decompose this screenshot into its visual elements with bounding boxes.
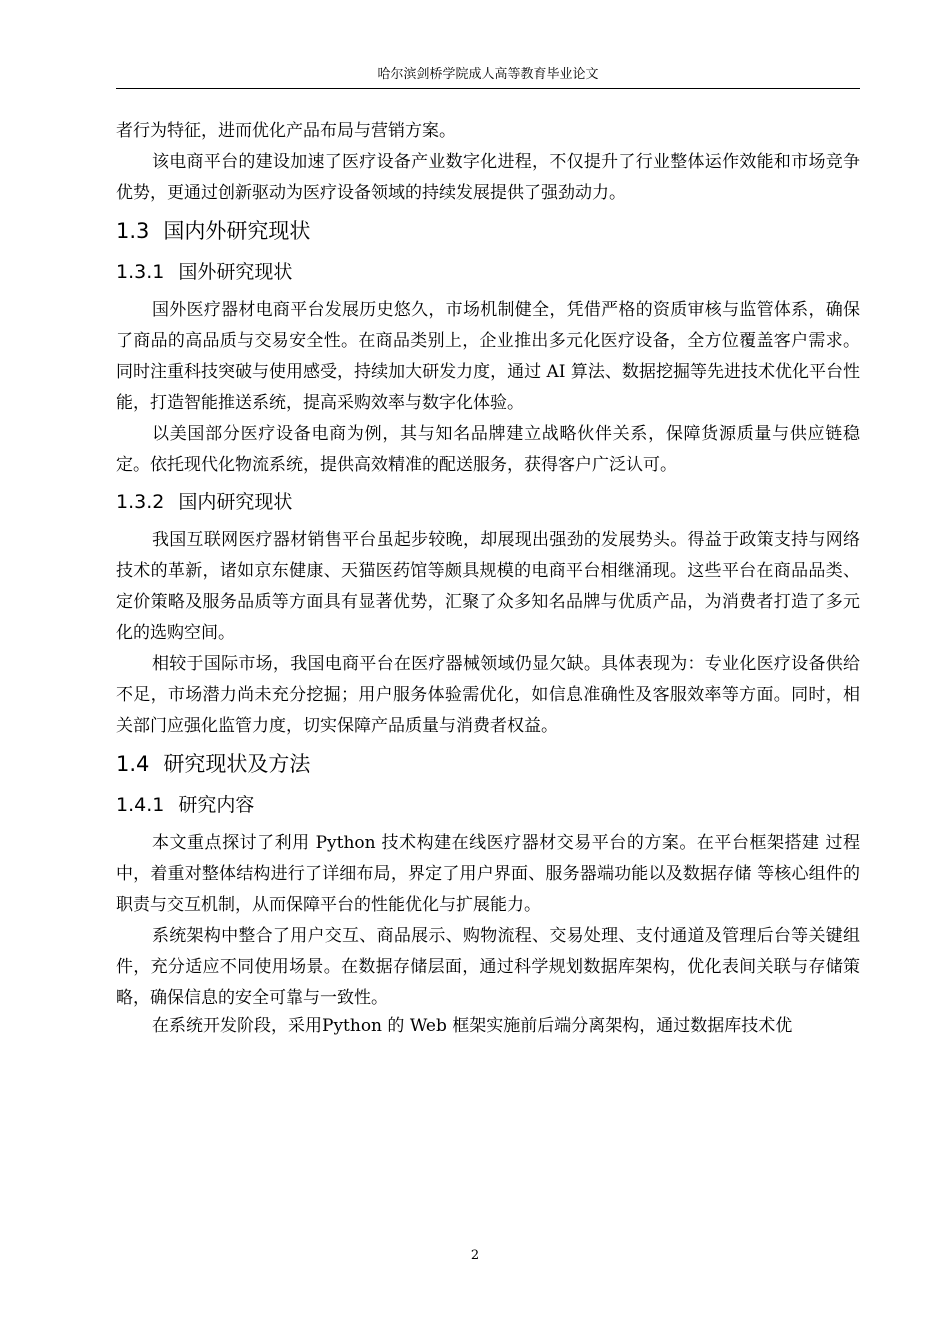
section-heading-1-3 [116,213,860,249]
paragraph: 国外医疗器材电商平台发展历史悠久，市场机制健全，凭借严格的资质审核与监管体系，确保了商品的高品质与交易安全性。在商品类别上，企业推出多元化医疗设备，全方位覆盖客户需求。同时注重科技突破与使用感受，持续加大研发力度，通过 AI 算法、数据挖掘等先进技术优化平台性能，打造智能推送系统，提高采购效率与数字化体验。 [116,300,860,413]
header-rule [116,88,860,89]
section-title: 国内外研究现状 [163,219,311,243]
subsection-heading-1-3-1 [116,255,860,289]
paragraph: 相较于国际市场，我国电商平台在医疗器械领域仍显欠缺。具体表现为：专业化医疗设备供给不足，市场潜力尚未充分挖掘；用户服务体验需优化，如信息准确性及客服效率等方面。同时，相关部门应强化监管力度，切实保障产品质量与消费者权益。 [116,654,860,736]
section-number: 1.3 [116,219,150,243]
section-title: 研究现状及方法 [163,752,311,776]
section-number: 1.4.1 [116,794,165,816]
paragraph: 在系统开发阶段，采用Python 的 Web 框架实施前后端分离架构，通过数据库技术优 [152,1016,793,1036]
paragraph: 本文重点探讨了利用 Python 技术构建在线医疗器材交易平台的方案。在平台框架搭建 过程中，着重对整体结构进行了详细布局，界定了用户界面、服务器端功能以及数据存储 等核心组件的职责与交互机制，从而保障平台的性能优化与扩展能力。 [116,833,860,915]
paragraph: 该电商平台的建设加速了医疗设备产业数字化进程，不仅提升了行业整体运作效能和市场竞争优势，更通过创新驱动为医疗设备领域的持续发展提供了强劲动力。 [116,152,860,203]
section-title: 国内研究现状 [178,491,293,513]
section-title: 国外研究现状 [178,261,293,283]
paragraph-continued: 者行为特征，进而优化产品布局与营销方案。 [116,121,456,141]
section-title: 研究内容 [178,794,255,816]
section-number: 1.3.1 [116,261,165,283]
paragraph: 我国互联网医疗器材销售平台虽起步较晚，却展现出强劲的发展势头。得益于政策支持与网络技术的革新，诸如京东健康、天猫医药馆等颇具规模的电商平台相继涌现。这些平台在商品品类、定价策略及服务品质等方面具有显著优势，汇聚了众多知名品牌与优质产品，为消费者打造了多元化的选购空间。 [116,530,860,643]
subsection-heading-1-4-1 [116,788,860,822]
document-body [116,116,860,1038]
subsection-heading-1-3-2 [116,485,860,519]
section-heading-1-4 [116,746,860,782]
section-number: 1.3.2 [116,491,165,513]
page-number: 2 [470,1248,480,1263]
section-number: 1.4 [116,752,150,776]
paragraph: 以美国部分医疗设备电商为例，其与知名品牌建立战略伙伴关系，保障货源质量与供应链稳定。依托现代化物流系统，提供高效精准的配送服务，获得客户广泛认可。 [116,424,860,475]
running-header: 哈尔滨剑桥学院成人高等教育毕业论文 [377,67,599,82]
paragraph: 系统架构中整合了用户交互、商品展示、购物流程、交易处理、支付通道及管理后台等关键组件，充分适应不同使用场景。在数据存储层面，通过科学规划数据库架构，优化表间关联与存储策略，确保信息的安全可靠与一致性。 [116,926,860,1008]
